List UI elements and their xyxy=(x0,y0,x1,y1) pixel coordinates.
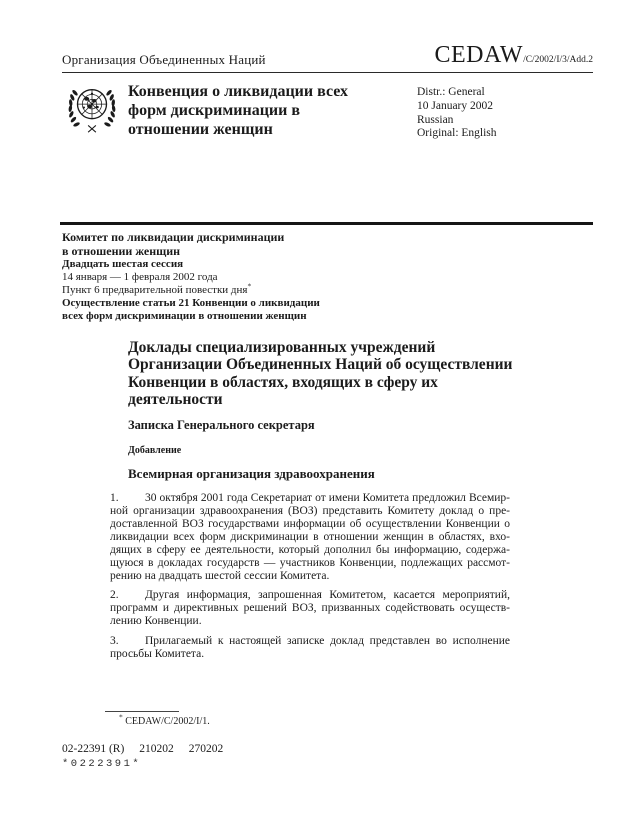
paragraph-number: 1. xyxy=(110,492,119,504)
un-org-name: Организация Объединенных Наций xyxy=(62,52,266,67)
date-code: 210202 xyxy=(139,743,174,755)
paragraph-text: 30 октября 2001 года Секретариат от имени Комитета предложил Всемир- xyxy=(145,492,510,504)
header-rule-thick xyxy=(60,222,593,225)
paragraph-line: программ и директивных решений ВОЗ, призванных содействовать осуществ- xyxy=(110,602,510,614)
document-symbol-suffix: /C/2002/I/3/Add.2 xyxy=(523,55,593,65)
header-rule-thin xyxy=(62,72,593,73)
agenda-topic-line: Осуществление статьи 21 Конвенции о ликвидации xyxy=(62,297,320,309)
footnote-marker: * xyxy=(119,712,123,722)
document-symbol xyxy=(435,42,594,69)
paragraph-line xyxy=(110,635,510,648)
barcode-text: *0222391* xyxy=(62,758,142,770)
agenda-footnote-marker: * xyxy=(247,281,252,291)
distr-line: 10 January 2002 xyxy=(417,99,494,112)
paragraph-2 xyxy=(110,589,510,628)
footnote-rule xyxy=(105,711,179,712)
paragraph-line: щуюся в докладах государств — участников Конвенции, подлежащих рассмот- xyxy=(110,557,510,569)
agenda-topic-line: всех форм дискриминации в отношении женщин xyxy=(62,310,307,322)
paragraph-line: ликвидации всех форм дискриминации в отношении женщин в областях, вхо- xyxy=(110,531,510,543)
paragraph-line xyxy=(110,492,510,505)
job-number: 02-22391 (R) xyxy=(62,743,125,755)
session-label: Двадцать шестая сессия xyxy=(62,258,184,270)
paragraph-number: 2. xyxy=(110,589,119,601)
session-dates: 14 января — 1 февраля 2002 года xyxy=(62,271,218,283)
document-title-line: Конвенции в областях, входящих в сферу их xyxy=(128,373,438,391)
paragraph-number: 3. xyxy=(110,635,119,647)
paragraph-line xyxy=(110,589,510,602)
convention-title-line: отношении женщин xyxy=(128,121,273,138)
job-number-line xyxy=(62,743,238,755)
distr-line: Russian xyxy=(417,113,454,126)
distribution-block xyxy=(417,86,497,141)
section-heading-who: Всемирная организация здравоохранения xyxy=(128,466,375,481)
paragraph-text: Другая информация, запрошенная Комитетом, касается мероприятий, xyxy=(145,589,510,601)
document-title-line: Организации Объединенных Наций об осуществлении xyxy=(128,356,513,374)
document-title-line: деятельности xyxy=(128,390,223,408)
committee-block xyxy=(62,231,320,323)
distr-line: Distr.: General xyxy=(417,86,485,98)
un-emblem-icon xyxy=(63,80,121,140)
paragraph-line: доставленной ВОЗ государствами информации об осуществлении Конвенции о xyxy=(110,518,510,530)
agenda-item-text: Пункт 6 предварительной повестки дня xyxy=(62,284,248,296)
committee-name-line: в отношении женщин xyxy=(62,243,181,258)
document-title-line: Доклады специализированных учреждений xyxy=(128,339,436,356)
date-code: 270202 xyxy=(188,743,224,755)
paragraph-line: просьбы Комитета. xyxy=(110,648,205,660)
paragraph-line: рению на двадцать шестой сессии Комитета. xyxy=(110,570,330,582)
convention-title-line: Конвенция о ликвидации всех xyxy=(128,83,349,100)
document-title xyxy=(128,339,512,408)
committee-name-line: Комитет по ликвидации дискриминации xyxy=(62,230,285,244)
paragraph-3 xyxy=(110,635,510,661)
footnote xyxy=(119,712,210,727)
paragraph-line: дящих в сферу ее деятельности, который дополнил бы информацию, содержа- xyxy=(110,544,510,556)
convention-title xyxy=(128,82,398,139)
addendum-label: Добавление xyxy=(128,445,182,456)
agenda-item xyxy=(62,281,320,297)
footnote-text: CEDAW/C/2002/I/1. xyxy=(125,716,210,727)
distr-line: Original: English xyxy=(417,127,497,140)
document-symbol-main: CEDAW xyxy=(434,42,524,68)
paragraph-1 xyxy=(110,492,510,583)
convention-title-line: форм дискриминации в xyxy=(128,102,301,119)
paragraph-line: ной организации здравоохранения (ВОЗ) представить Комитету доклад о пре- xyxy=(110,505,510,517)
paragraph-text: Прилагаемый к настоящей записке доклад представлен во исполнение xyxy=(145,635,510,647)
subtitle-note-by-secretary-general: Записка Генерального секретаря xyxy=(128,418,315,432)
paragraph-line: лению Конвенции. xyxy=(110,615,202,627)
